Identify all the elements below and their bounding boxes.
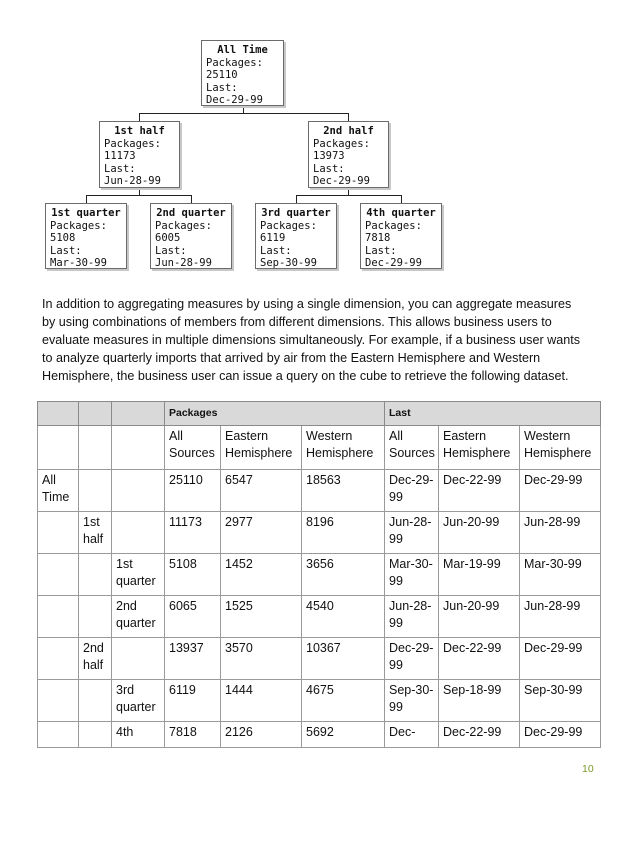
node-title: 4th quarter (366, 207, 436, 219)
tree-node-1st-quarter (45, 203, 127, 269)
header-cell (79, 402, 112, 426)
level2-cell: 2nd half (79, 638, 112, 680)
table-row (38, 512, 601, 554)
node-packages-value: 6005 (155, 232, 181, 244)
level2-cell (79, 470, 112, 512)
node-last-value: Dec-29-99 (313, 175, 370, 187)
connector (296, 195, 402, 196)
node-packages-value: 25110 (206, 69, 238, 81)
packages-western-cell: 10367 (302, 638, 385, 680)
header-last: Last (385, 402, 601, 426)
last-all-cell: Dec-29-99 (385, 638, 439, 680)
last-western-cell: Dec-29-99 (520, 722, 601, 748)
connector (139, 113, 349, 114)
packages-all-cell: 6119 (165, 680, 221, 722)
last-eastern-cell: Jun-20-99 (439, 596, 520, 638)
level1-cell (38, 722, 79, 748)
node-last-label: Last: (365, 244, 397, 257)
node-last-label: Last: (313, 162, 345, 175)
node-title: 2nd quarter (156, 207, 226, 219)
packages-all-cell: 7818 (165, 722, 221, 748)
packages-eastern-cell: 1444 (221, 680, 302, 722)
node-packages-label: Packages: (50, 219, 107, 232)
node-packages-value: 6119 (260, 232, 286, 244)
subheader-cell (38, 426, 79, 470)
level3-cell: 2nd quarter (112, 596, 165, 638)
table-row (38, 680, 601, 722)
node-packages-label: Packages: (104, 137, 161, 150)
level2-cell (79, 722, 112, 748)
connector (139, 113, 140, 121)
level3-cell (112, 638, 165, 680)
node-packages-label: Packages: (260, 219, 317, 232)
level2-cell: 1st half (79, 512, 112, 554)
paragraph-line: Hemisphere, the business user can issue a query on the cube to retrieve the following dataset. (42, 369, 569, 383)
table-row (38, 554, 601, 596)
level1-cell (38, 512, 79, 554)
last-all-cell: Mar-30-99 (385, 554, 439, 596)
node-title: 2nd half (323, 125, 374, 137)
packages-eastern-cell: 2977 (221, 512, 302, 554)
packages-all-cell: 13937 (165, 638, 221, 680)
node-packages-value: 5108 (50, 232, 76, 244)
node-packages-value: 7818 (365, 232, 391, 244)
level1-cell (38, 596, 79, 638)
packages-eastern-cell: 6547 (221, 470, 302, 512)
connector (348, 113, 349, 121)
last-western-cell: Mar-30-99 (520, 554, 601, 596)
node-last-label: Last: (260, 244, 292, 257)
packages-western-cell: 4675 (302, 680, 385, 722)
paragraph-line: In addition to aggregating measures by using a single dimension, you can aggregate measures (42, 297, 572, 311)
last-eastern-cell: Sep-18-99 (439, 680, 520, 722)
last-eastern-cell: Dec-22-99 (439, 722, 520, 748)
level3-cell (112, 470, 165, 512)
node-packages-value: 13973 (313, 150, 345, 162)
level3-cell: 1st quarter (112, 554, 165, 596)
node-title: 1st quarter (51, 207, 121, 219)
tree-node-3rd-quarter (255, 203, 337, 269)
node-last-label: Last: (104, 162, 136, 175)
packages-all-cell: 5108 (165, 554, 221, 596)
node-title: 1st half (114, 125, 165, 137)
last-eastern-cell: Jun-20-99 (439, 512, 520, 554)
node-last-label: Last: (206, 81, 238, 94)
last-all-cell: Jun-28-99 (385, 596, 439, 638)
last-eastern-cell: Mar-19-99 (439, 554, 520, 596)
node-packages-label: Packages: (365, 219, 422, 232)
packages-eastern-cell: 2126 (221, 722, 302, 748)
packages-all-cell: 6065 (165, 596, 221, 638)
level2-cell (79, 596, 112, 638)
paragraph-line: evaluate measures in multiple dimensions simultaneously. For example, if a business user wants (42, 333, 581, 347)
packages-western-cell: 5692 (302, 722, 385, 748)
node-last-value: Jun-28-99 (104, 175, 161, 187)
packages-eastern-cell: 1525 (221, 596, 302, 638)
last-all-cell: Sep-30-99 (385, 680, 439, 722)
node-packages-label: Packages: (313, 137, 370, 150)
last-western-cell: Dec-29-99 (520, 470, 601, 512)
packages-all-cell: 25110 (165, 470, 221, 512)
subheader-western: Western Hemisphere (520, 426, 601, 470)
packages-all-cell: 11173 (165, 512, 221, 554)
table-row (38, 638, 601, 680)
connector (86, 195, 87, 203)
packages-eastern-cell: 1452 (221, 554, 302, 596)
subheader-eastern: Eastern Hemisphere (221, 426, 302, 470)
level3-cell (112, 512, 165, 554)
level3-cell: 4th (112, 722, 165, 748)
table-row (38, 596, 601, 638)
last-western-cell: Dec-29-99 (520, 638, 601, 680)
dataset-table (37, 401, 601, 748)
page-number: 10 (582, 763, 594, 775)
last-all-cell: Jun-28-99 (385, 512, 439, 554)
packages-western-cell: 4540 (302, 596, 385, 638)
subheader-all-sources: All Sources (385, 426, 439, 470)
subheader-eastern: Eastern Hemisphere (439, 426, 520, 470)
header-cell (112, 402, 165, 426)
node-packages-label: Packages: (206, 56, 263, 69)
level3-cell: 3rd quarter (112, 680, 165, 722)
node-last-value: Dec-29-99 (365, 257, 422, 269)
level2-cell (79, 554, 112, 596)
connector (86, 195, 192, 196)
node-title: 3rd quarter (261, 207, 331, 219)
node-packages-value: 11173 (104, 150, 136, 162)
level1-cell (38, 638, 79, 680)
connector (401, 195, 402, 203)
node-title: All Time (217, 44, 268, 56)
node-last-value: Dec-29-99 (206, 94, 263, 106)
tree-node-all-time (201, 40, 284, 106)
level1-cell (38, 554, 79, 596)
table-row (38, 470, 601, 512)
node-last-label: Last: (50, 244, 82, 257)
level2-cell (79, 680, 112, 722)
connector (191, 195, 192, 203)
packages-western-cell: 8196 (302, 512, 385, 554)
node-last-label: Last: (155, 244, 187, 257)
tree-node-2nd-half (308, 121, 389, 188)
level1-cell: All Time (38, 470, 79, 512)
last-western-cell: Jun-28-99 (520, 596, 601, 638)
table-subheader-row (38, 426, 601, 470)
last-all-cell: Dec- (385, 722, 439, 748)
last-western-cell: Sep-30-99 (520, 680, 601, 722)
paragraph-line: to analyze quarterly imports that arrived by air from the Eastern Hemisphere and Western (42, 351, 541, 365)
last-eastern-cell: Dec-22-99 (439, 638, 520, 680)
header-packages: Packages (165, 402, 385, 426)
level1-cell (38, 680, 79, 722)
subheader-cell (112, 426, 165, 470)
body-paragraph (42, 295, 602, 385)
table-header-row (38, 402, 601, 426)
last-western-cell: Jun-28-99 (520, 512, 601, 554)
last-eastern-cell: Dec-22-99 (439, 470, 520, 512)
tree-node-1st-half (99, 121, 180, 188)
packages-western-cell: 3656 (302, 554, 385, 596)
subheader-all-sources: All Sources (165, 426, 221, 470)
tree-node-4th-quarter (360, 203, 442, 269)
node-last-value: Jun-28-99 (155, 257, 212, 269)
subheader-western: Western Hemisphere (302, 426, 385, 470)
tree-node-2nd-quarter (150, 203, 232, 269)
last-all-cell: Dec-29-99 (385, 470, 439, 512)
node-last-value: Mar-30-99 (50, 257, 107, 269)
packages-western-cell: 18563 (302, 470, 385, 512)
header-cell (38, 402, 79, 426)
paragraph-line: by using combinations of members from different dimensions. This allows business users to (42, 315, 552, 329)
connector (296, 195, 297, 203)
node-packages-label: Packages: (155, 219, 212, 232)
packages-eastern-cell: 3570 (221, 638, 302, 680)
subheader-cell (79, 426, 112, 470)
table-row (38, 722, 601, 748)
node-last-value: Sep-30-99 (260, 257, 317, 269)
